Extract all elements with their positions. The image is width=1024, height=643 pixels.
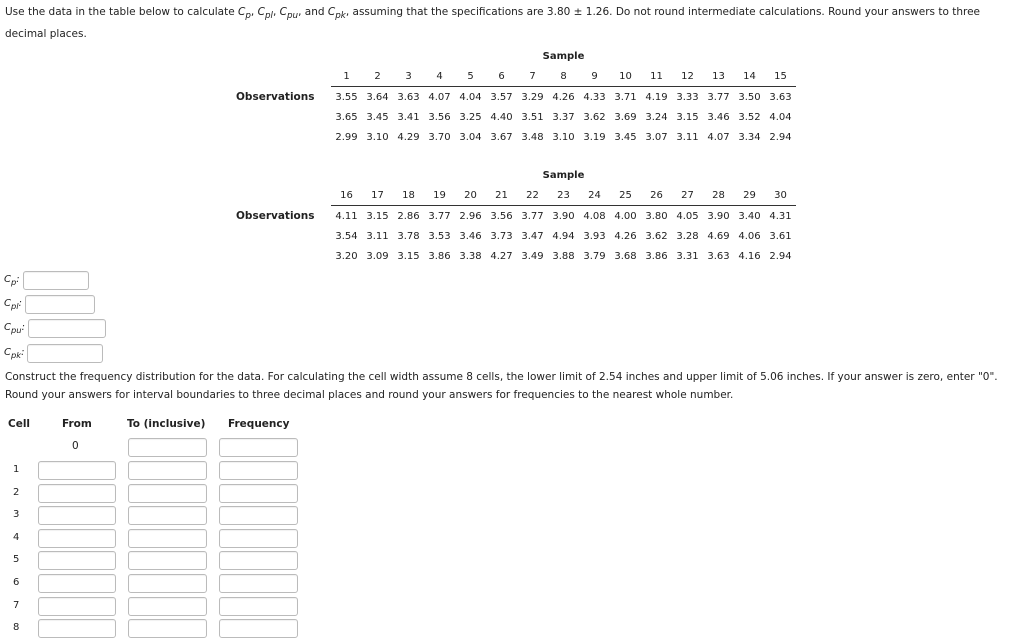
observation-value: 4.26 — [552, 91, 575, 103]
to-input-0[interactable] — [128, 438, 207, 457]
observation-value: 3.90 — [552, 210, 575, 222]
observation-row — [236, 107, 796, 127]
sample-number: 13 — [703, 66, 734, 87]
sample-number: 3 — [393, 66, 424, 87]
observation-value: 3.52 — [738, 111, 761, 123]
from-input[interactable] — [38, 574, 116, 593]
observation-value: 3.90 — [707, 210, 730, 222]
instruction-text: Use the data in the table below to calculate — [5, 6, 239, 18]
observation-value: 2.94 — [769, 131, 792, 143]
sample-number: 19 — [424, 185, 455, 206]
observation-value: 3.25 — [459, 111, 482, 123]
c-subscript: pk — [10, 349, 22, 360]
c-subscript: p — [10, 276, 17, 287]
observation-value: 3.77 — [428, 210, 451, 222]
answer-row-pk — [4, 343, 103, 363]
answer-label-pk — [4, 347, 24, 360]
observation-value: 4.27 — [490, 250, 513, 262]
cell-number: 8 — [13, 622, 20, 634]
from-input[interactable] — [38, 461, 116, 480]
to-input[interactable] — [128, 619, 207, 638]
observation-value: 3.34 — [738, 131, 761, 143]
to-column-header: To (inclusive) — [127, 418, 206, 430]
from-input[interactable] — [38, 529, 116, 548]
label-colon: : — [18, 297, 22, 309]
c-subscript: p — [245, 11, 251, 22]
sample-number: 24 — [579, 185, 610, 206]
observations-table-2 — [236, 165, 796, 266]
observation-row — [236, 127, 796, 147]
observation-value: 3.24 — [645, 111, 668, 123]
to-input[interactable] — [128, 574, 207, 593]
observation-row — [236, 87, 796, 108]
sample-number: 30 — [765, 185, 796, 206]
observation-value: 3.73 — [490, 230, 513, 242]
sample-number: 14 — [734, 66, 765, 87]
observations-label: Observations — [236, 209, 315, 222]
frequency-input-0[interactable] — [219, 438, 298, 457]
c-symbol: C — [327, 6, 336, 18]
observation-value: 3.77 — [707, 91, 730, 103]
observations-label: Observations — [236, 90, 315, 103]
observation-row — [236, 206, 796, 227]
sample-number: 12 — [672, 66, 703, 87]
from-input[interactable] — [38, 484, 116, 503]
answer-input-pu[interactable] — [28, 319, 106, 338]
answer-row-pu — [4, 318, 106, 338]
observation-value: 3.50 — [738, 91, 761, 103]
observation-value: 3.86 — [645, 250, 668, 262]
cell-number: 1 — [13, 464, 20, 475]
observations-label — [236, 246, 331, 266]
observation-value: 3.37 — [552, 111, 575, 123]
cell-number: 2 — [13, 486, 20, 498]
sample-number: 16 — [331, 185, 362, 206]
sample-number: 10 — [610, 66, 641, 87]
instructions — [5, 3, 1020, 43]
observation-value: 3.40 — [738, 210, 761, 222]
instruction-text: , assuming that the specifications are 3.80 ± 1.26. Do not round intermediate calculations. Round your answers to three decimal places. — [5, 6, 980, 41]
observation-value: 3.63 — [707, 250, 730, 262]
to-input[interactable] — [128, 551, 207, 570]
from-input[interactable] — [38, 597, 116, 616]
observation-value: 3.78 — [397, 230, 420, 242]
observation-value: 3.15 — [366, 210, 389, 222]
sample-number: 2 — [362, 66, 393, 87]
observation-value: 2.96 — [459, 210, 482, 222]
observation-value: 3.62 — [645, 230, 668, 242]
observation-value: 2.94 — [769, 250, 792, 262]
observation-value: 4.29 — [397, 131, 420, 143]
observation-value: 4.40 — [490, 111, 513, 123]
observation-value: 3.49 — [521, 250, 544, 262]
frequency-input[interactable] — [219, 597, 298, 616]
observation-value: 3.48 — [521, 131, 544, 143]
observation-value: 3.56 — [490, 210, 513, 222]
sample-number: 11 — [641, 66, 672, 87]
observation-value: 3.65 — [335, 111, 358, 123]
from-input[interactable] — [38, 619, 116, 638]
observation-value: 4.06 — [738, 230, 761, 242]
observation-row — [236, 226, 796, 246]
label-colon: : — [21, 321, 25, 333]
frequency-column-header: Frequency — [228, 418, 290, 430]
observation-value: 3.41 — [397, 111, 420, 123]
sample-number: 27 — [672, 185, 703, 206]
observation-value: 3.10 — [366, 131, 389, 143]
cell-number: 6 — [13, 577, 20, 588]
c-subscript: pu — [286, 11, 299, 22]
observation-value: 4.26 — [614, 230, 637, 242]
spacer-cell — [236, 46, 331, 66]
sample-header-1: Sample — [542, 50, 585, 62]
c-symbol: C — [279, 6, 287, 18]
observation-value: 3.56 — [428, 111, 451, 123]
answer-label-p — [4, 274, 20, 287]
observation-value: 4.69 — [707, 230, 730, 242]
spacer-cell — [236, 165, 331, 185]
observation-value: 3.68 — [614, 250, 637, 262]
c-subscript: pl — [10, 300, 19, 311]
frequency-input[interactable] — [219, 529, 298, 548]
frequency-input[interactable] — [219, 619, 298, 638]
observation-value: 3.79 — [583, 250, 606, 262]
sample-number: 5 — [455, 66, 486, 87]
to-input[interactable] — [128, 461, 207, 480]
observation-row — [236, 246, 796, 266]
answer-input-pk[interactable] — [27, 344, 103, 363]
observation-value: 4.07 — [428, 91, 451, 103]
sample-number: 25 — [610, 185, 641, 206]
frequency-input[interactable] — [219, 484, 298, 503]
observations-table-1 — [236, 46, 796, 147]
observation-value: 3.04 — [459, 131, 482, 143]
c-symbol: C — [4, 346, 11, 358]
observation-value: 3.54 — [335, 230, 358, 242]
observation-value: 4.04 — [769, 111, 792, 123]
label-colon: : — [16, 273, 20, 285]
observation-value: 3.38 — [459, 250, 482, 262]
sample-number: 15 — [765, 66, 796, 87]
sample-number: 29 — [734, 185, 765, 206]
from-input[interactable] — [38, 506, 116, 525]
observation-value: 3.07 — [645, 131, 668, 143]
observation-value: 4.11 — [335, 210, 358, 222]
observation-value: 3.61 — [769, 230, 792, 242]
c-symbol: C — [238, 6, 246, 18]
observation-value: 3.70 — [428, 131, 451, 143]
c-symbol: C — [4, 297, 11, 309]
observation-value: 3.09 — [366, 250, 389, 262]
sample-number: 23 — [548, 185, 579, 206]
observation-value: 4.94 — [552, 230, 575, 242]
observation-value: 3.19 — [583, 131, 606, 143]
to-input[interactable] — [128, 506, 207, 525]
answer-label-pu — [4, 322, 25, 335]
sample-number: 18 — [393, 185, 424, 206]
observation-value: 3.45 — [366, 111, 389, 123]
c-subscript: pk — [335, 11, 346, 22]
sample-number: 1 — [331, 66, 362, 87]
c-symbol: C — [4, 273, 11, 285]
answer-input-pl[interactable] — [25, 295, 95, 314]
observation-value: 3.46 — [707, 111, 730, 123]
observation-value: 3.57 — [490, 91, 513, 103]
observation-value: 3.51 — [521, 111, 544, 123]
c-subscript: pl — [264, 11, 273, 22]
observation-value: 3.29 — [521, 91, 544, 103]
observation-value: 2.99 — [335, 131, 358, 143]
observation-value: 3.55 — [335, 91, 358, 103]
observation-value: 3.10 — [552, 131, 575, 143]
c-symbol: C — [4, 321, 11, 333]
sample-number: 8 — [548, 66, 579, 87]
observation-value: 3.53 — [428, 230, 451, 242]
observation-value: 4.05 — [676, 210, 699, 222]
observations-label — [236, 127, 331, 147]
observation-value: 3.45 — [614, 131, 637, 143]
initial-from-value: 0 — [72, 440, 79, 452]
spacer-cell — [236, 185, 331, 206]
label-colon: : — [21, 346, 25, 358]
observation-value: 3.69 — [614, 111, 637, 123]
observation-value: 3.11 — [366, 230, 389, 242]
observation-value: 2.86 — [397, 210, 420, 222]
observation-value: 3.47 — [521, 230, 544, 242]
observation-value: 3.64 — [366, 91, 389, 103]
observations-label — [236, 226, 331, 246]
observation-value: 3.11 — [676, 131, 699, 143]
observation-value: 4.08 — [583, 210, 606, 222]
observation-value: 4.00 — [614, 210, 637, 222]
instruction-text: , and — [298, 6, 328, 18]
sample-number: 28 — [703, 185, 734, 206]
observation-value: 4.31 — [769, 210, 792, 222]
frequency-instructions: Construct the frequency distribution for the data. For calculating the cell width assume 8 cells, the lower limit of 2.54 inches and upper limit of 5.06 inches. If your answer is zero, enter "0". Round your answers for interval boundaries to three decimal places and round your answers for frequencies to the nearest whole number. — [5, 371, 998, 401]
observation-value: 3.15 — [397, 250, 420, 262]
observation-value: 3.46 — [459, 230, 482, 242]
sample-number: 22 — [517, 185, 548, 206]
sample-number: 17 — [362, 185, 393, 206]
from-input[interactable] — [38, 551, 116, 570]
observation-value: 3.86 — [428, 250, 451, 262]
sample-header-2: Sample — [542, 169, 585, 181]
observation-value: 4.19 — [645, 91, 668, 103]
sample-number: 20 — [455, 185, 486, 206]
cell-number: 5 — [13, 554, 20, 566]
observation-value: 3.63 — [769, 91, 792, 103]
sample-number: 26 — [641, 185, 672, 206]
observation-value: 3.93 — [583, 230, 606, 242]
answer-label-pl — [4, 298, 22, 311]
sample-number: 21 — [486, 185, 517, 206]
answer-input-p[interactable] — [23, 271, 89, 290]
sample-number: 9 — [579, 66, 610, 87]
observation-value: 4.04 — [459, 91, 482, 103]
cell-number: 4 — [13, 531, 20, 543]
cell-number: 3 — [13, 509, 20, 521]
to-input[interactable] — [128, 597, 207, 616]
observation-value: 3.77 — [521, 210, 544, 222]
cell-column-header: Cell — [8, 418, 31, 430]
c-symbol: C — [257, 6, 265, 18]
sample-number: 4 — [424, 66, 455, 87]
from-column-header: From — [62, 418, 92, 430]
to-input[interactable] — [128, 484, 207, 503]
observation-value: 3.67 — [490, 131, 513, 143]
instruction-text: , — [272, 6, 280, 18]
observation-value: 3.15 — [676, 111, 699, 123]
observation-value: 3.33 — [676, 91, 699, 103]
observation-value: 4.33 — [583, 91, 606, 103]
frequency-input[interactable] — [219, 461, 298, 480]
observation-value: 4.16 — [738, 250, 761, 262]
observation-value: 3.80 — [645, 210, 668, 222]
frequency-input[interactable] — [219, 574, 298, 593]
cell-number: 7 — [13, 599, 20, 611]
instruction-text: , — [250, 6, 258, 18]
observation-value: 3.28 — [676, 230, 699, 242]
sample-number: 7 — [517, 66, 548, 87]
frequency-input[interactable] — [219, 551, 298, 570]
to-input[interactable] — [128, 529, 207, 548]
frequency-input[interactable] — [219, 506, 298, 525]
observation-value: 3.31 — [676, 250, 699, 262]
observation-value: 3.88 — [552, 250, 575, 262]
observation-value: 3.71 — [614, 91, 637, 103]
c-subscript: pu — [10, 324, 22, 335]
answer-row-pl — [4, 294, 95, 314]
observation-value: 4.07 — [707, 131, 730, 143]
observation-value: 3.63 — [397, 91, 420, 103]
observation-value: 3.20 — [335, 250, 358, 262]
sample-number: 6 — [486, 66, 517, 87]
observations-label — [236, 107, 331, 127]
spacer-cell — [236, 66, 331, 87]
observation-value: 3.62 — [583, 111, 606, 123]
answer-row-p — [4, 270, 89, 290]
